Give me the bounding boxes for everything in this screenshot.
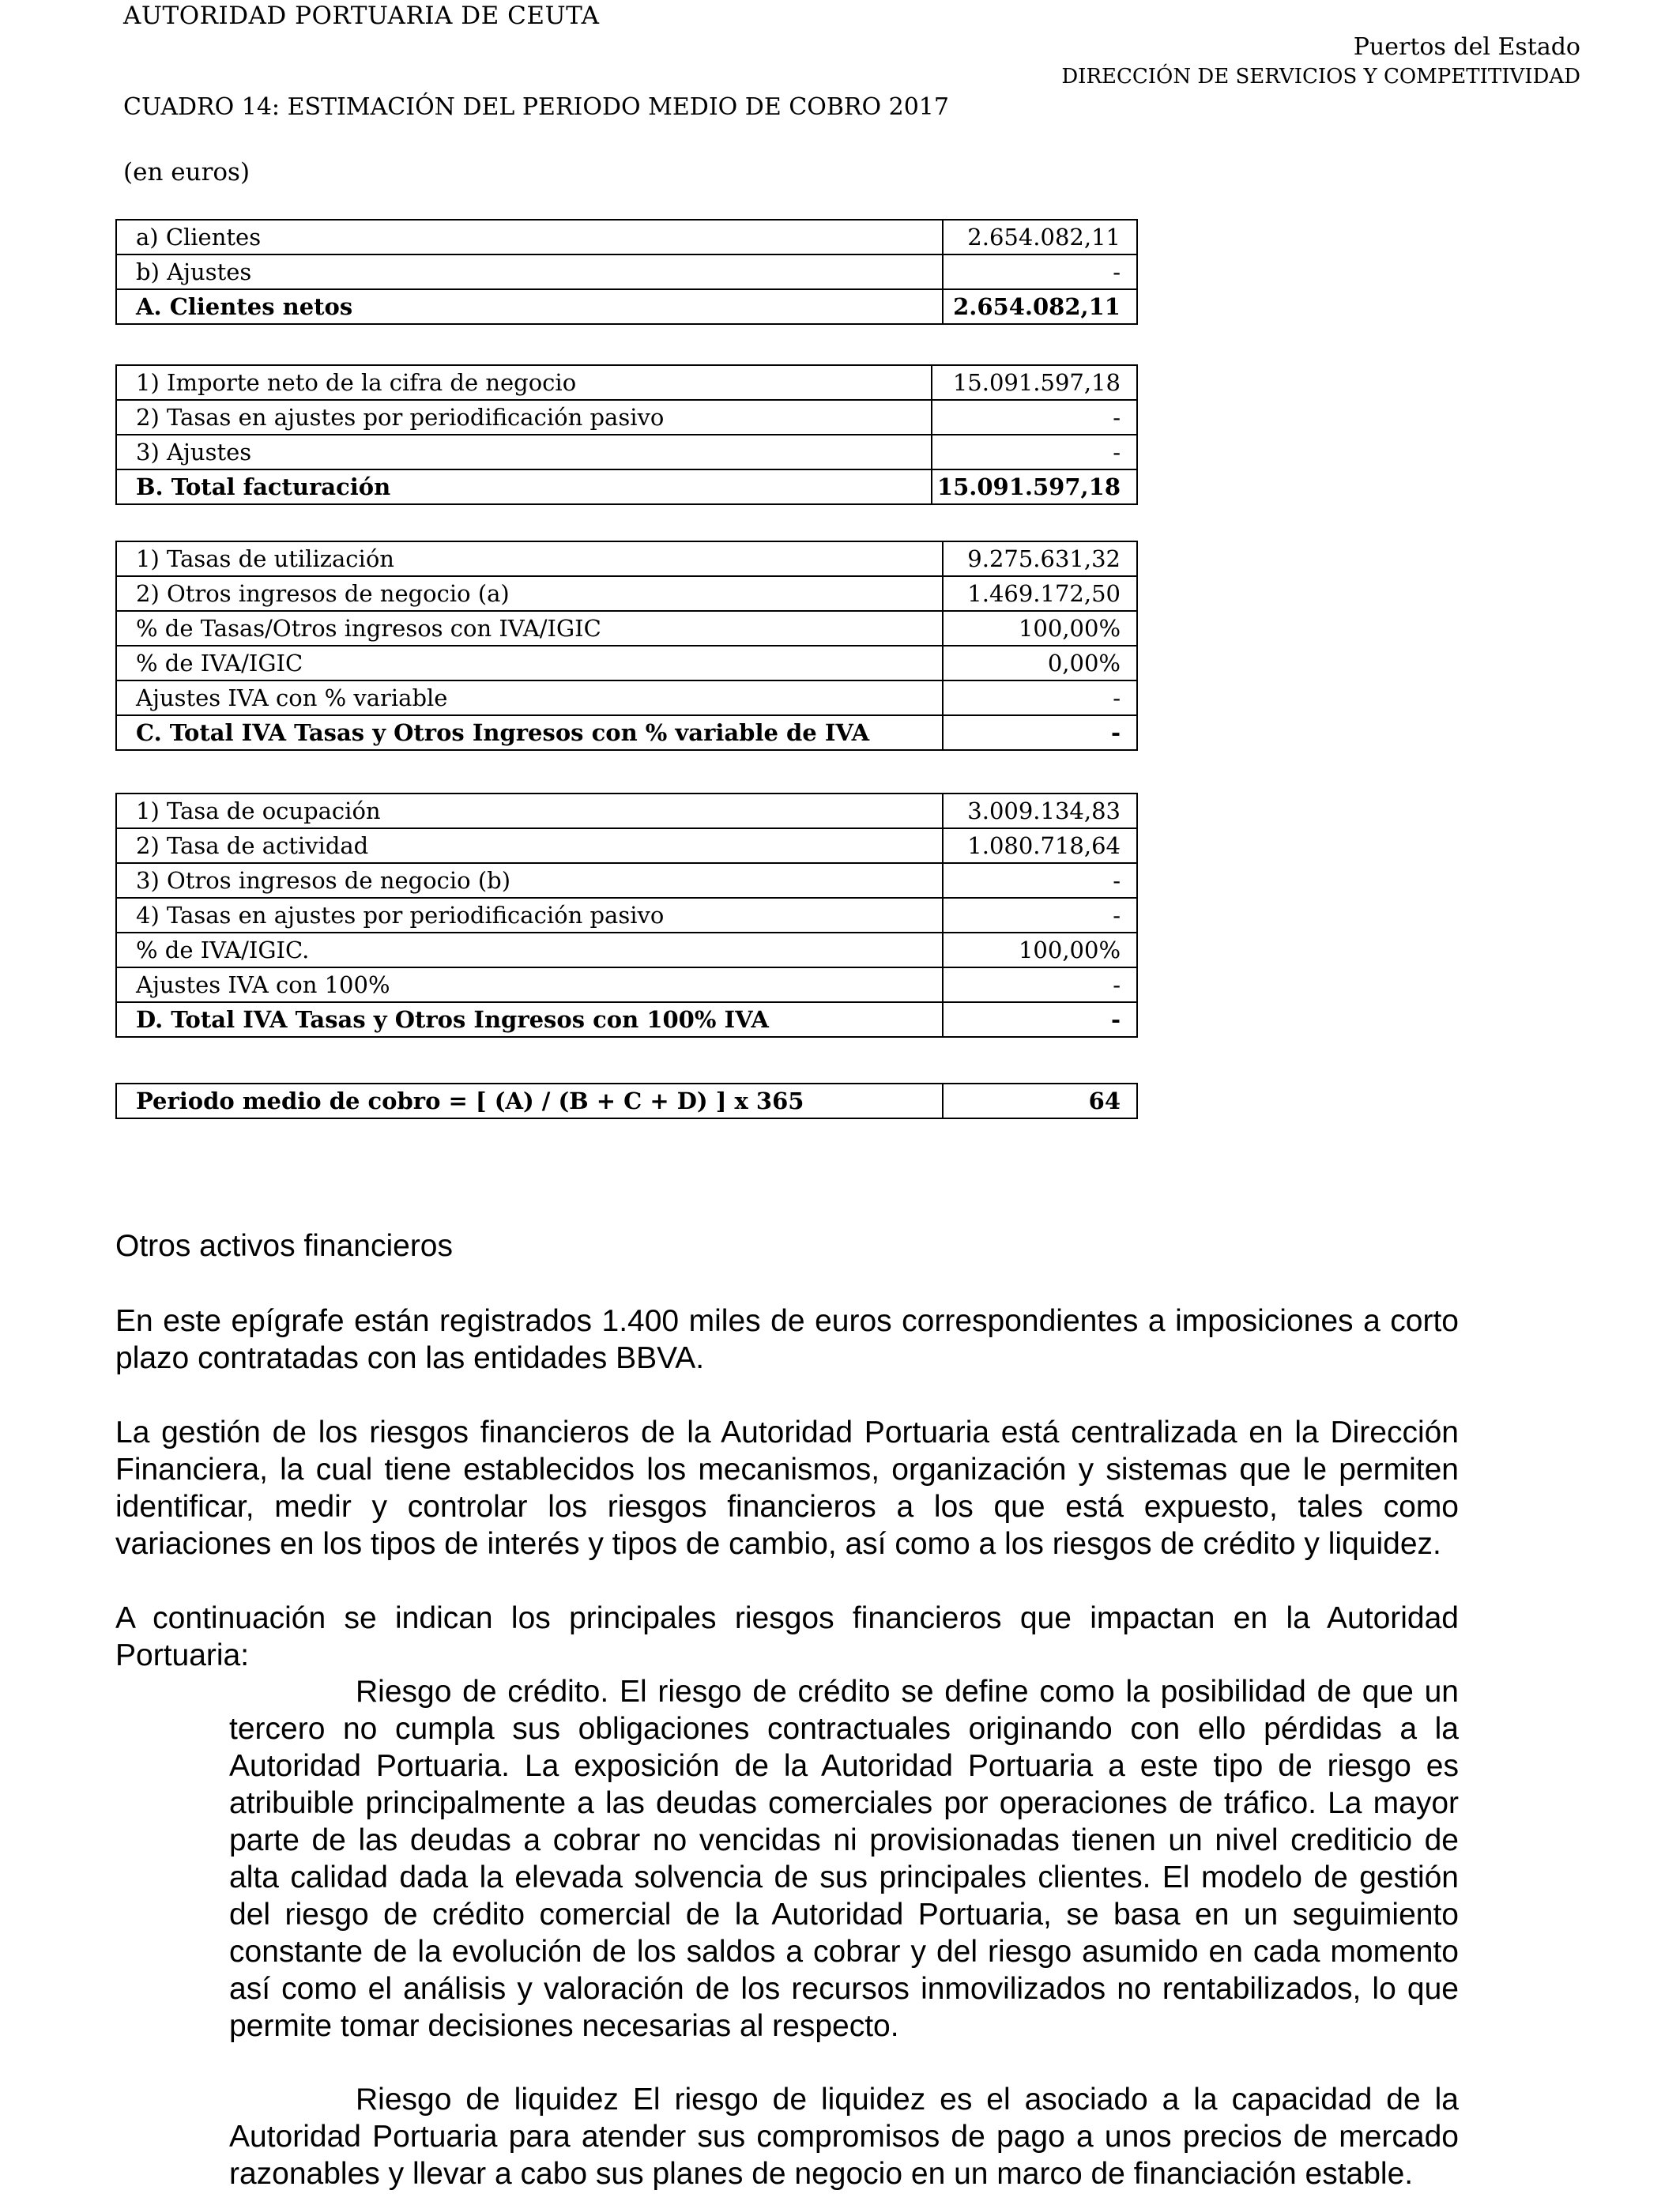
paragraph-riesgo-credito (229, 1673, 1459, 2045)
row-value: 2.654.082,11 (943, 220, 1137, 254)
table-row (116, 541, 1137, 576)
row-value: 15.091.597,18 (932, 365, 1137, 400)
row-value: - (943, 715, 1137, 750)
table-row (116, 967, 1137, 1002)
row-label: Ajustes IVA con % variable (116, 680, 943, 715)
agency-header (1061, 32, 1580, 90)
table-row (116, 254, 1137, 289)
row-value: 1.469.172,50 (943, 576, 1137, 611)
row-value: - (943, 1002, 1137, 1037)
paragraph-riesgo-liquidez (229, 2081, 1459, 2192)
paragraph-imposiciones: En este epígrafe están registrados 1.400 miles de euros correspondientes a imposiciones a corto plazo contratadas con las entidades BBVA. (115, 1304, 1459, 1375)
table-row (116, 365, 1137, 400)
row-label: 2) Tasa de actividad (116, 828, 943, 863)
row-label: 2) Tasas en ajustes por periodificación pasivo (116, 400, 932, 435)
units-label: (en euros) (123, 158, 250, 187)
row-value: 2.654.082,11 (943, 289, 1137, 324)
row-label: a) Clientes (116, 220, 943, 254)
paragraph-gestion-riesgos: La gestión de los riesgos financieros de la Autoridad Portuaria está centralizada en la Dirección Financiera, la cual tiene establecidos los mecanismos, organización y sistemas que le permiten identificar, medir y controlar los riesgos financieros a los que está expuesto, tales como variaciones en los tipos de interés y tipos de cambio, así como a los riesgos de crédito y liquidez. (115, 1416, 1459, 1561)
iva-variable-table (115, 541, 1138, 751)
facturacion-table (115, 364, 1138, 505)
row-label: 1) Importe neto de la cifra de negocio (116, 365, 932, 400)
row-label: Periodo medio de cobro = [ (A) / (B + C + D) ] x 365 (116, 1084, 943, 1118)
table-row (116, 220, 1137, 254)
table-title: CUADRO 14: ESTIMACIÓN DEL PERIODO MEDIO DE COBRO 2017 (123, 93, 949, 121)
row-label: C. Total IVA Tasas y Otros Ingresos con % variable de IVA (116, 715, 943, 750)
iva-100-table (115, 793, 1138, 1038)
row-label: A. Clientes netos (116, 289, 943, 324)
table-row (116, 400, 1137, 435)
row-value: 3.009.134,83 (943, 794, 1137, 828)
agency-name: Puertos del Estado (1353, 33, 1580, 61)
row-value: - (932, 435, 1137, 469)
row-value: 100,00% (943, 611, 1137, 646)
clientes-table (115, 219, 1138, 325)
row-value: - (943, 680, 1137, 715)
row-label: % de IVA/IGIC (116, 646, 943, 680)
row-label: D. Total IVA Tasas y Otros Ingresos con 100% IVA (116, 1002, 943, 1037)
row-label: 4) Tasas en ajustes por periodificación pasivo (116, 898, 943, 933)
table-row (116, 680, 1137, 715)
table-row (116, 289, 1137, 324)
row-label: 1) Tasas de utilización (116, 541, 943, 576)
riesgo-liquidez-text: Riesgo de liquidez El riesgo de liquidez es el asociado a la capacidad de la Autoridad Portuaria para atender sus compromisos de pago a unos precios de mercado razonables y llevar a cabo sus planes de negocio en un marco de financiación estable. (229, 2083, 1459, 2191)
row-value: 15.091.597,18 (932, 469, 1137, 504)
table-row (116, 1084, 1137, 1118)
row-value: - (932, 400, 1137, 435)
row-label: 2) Otros ingresos de negocio (a) (116, 576, 943, 611)
row-label: 3) Ajustes (116, 435, 932, 469)
periodo-medio-table (115, 1083, 1138, 1119)
paragraph-principales-riesgos: A continuación se indican los principales riesgos financieros que impactan en la Autoridad Portuaria: (115, 1601, 1459, 1672)
row-label: B. Total facturación (116, 469, 932, 504)
table-row (116, 646, 1137, 680)
row-value: 100,00% (943, 933, 1137, 967)
section-title: Otros activos financieros (115, 1229, 454, 1263)
row-label: % de Tasas/Otros ingresos con IVA/IGIC (116, 611, 943, 646)
row-value: - (943, 254, 1137, 289)
row-label: Ajustes IVA con 100% (116, 967, 943, 1002)
table-row (116, 863, 1137, 898)
organization-name: AUTORIDAD PORTUARIA DE CEUTA (123, 2, 600, 30)
row-value: 64 (943, 1084, 1137, 1118)
row-value: - (943, 967, 1137, 1002)
row-value: - (943, 898, 1137, 933)
row-value: 0,00% (943, 646, 1137, 680)
table-row (116, 611, 1137, 646)
table-row (116, 435, 1137, 469)
table-row (116, 469, 1137, 504)
row-value: 9.275.631,32 (943, 541, 1137, 576)
row-label: b) Ajustes (116, 254, 943, 289)
row-label: 1) Tasa de ocupación (116, 794, 943, 828)
row-label: 3) Otros ingresos de negocio (b) (116, 863, 943, 898)
riesgo-credito-text: Riesgo de crédito. El riesgo de crédito se define como la posibilidad de que un tercero no cumpla sus obligaciones contractuales originando con ello pérdidas a la Autoridad Portuaria. La exposición de la Autoridad Portuaria a este tipo de riesgo es atribuible principalmente a las deudas comerciales por operaciones de tráfico. La mayor parte de las deudas a cobrar no vencidas ni provisionadas tienen un nivel crediticio de alta calidad dada la elevada solvencia de sus principales clientes. El modelo de gestión del riesgo de crédito comercial de la Autoridad Portuaria, se basa en un seguimiento constante de la evolución de los saldos a cobrar y del riesgo asumido en cada momento así como el análisis y valoración de los recursos inmovilizados no rentabilizados, lo que permite tomar decisiones necesarias al respecto. (229, 1675, 1459, 2043)
table-row (116, 576, 1137, 611)
table-row (116, 933, 1137, 967)
row-value: 1.080.718,64 (943, 828, 1137, 863)
row-value: - (943, 863, 1137, 898)
department-name: DIRECCIÓN DE SERVICIOS Y COMPETITIVIDAD (1061, 65, 1580, 89)
table-row (116, 828, 1137, 863)
table-row (116, 898, 1137, 933)
row-label: % de IVA/IGIC. (116, 933, 943, 967)
table-row (116, 715, 1137, 750)
table-row (116, 1002, 1137, 1037)
table-row (116, 794, 1137, 828)
